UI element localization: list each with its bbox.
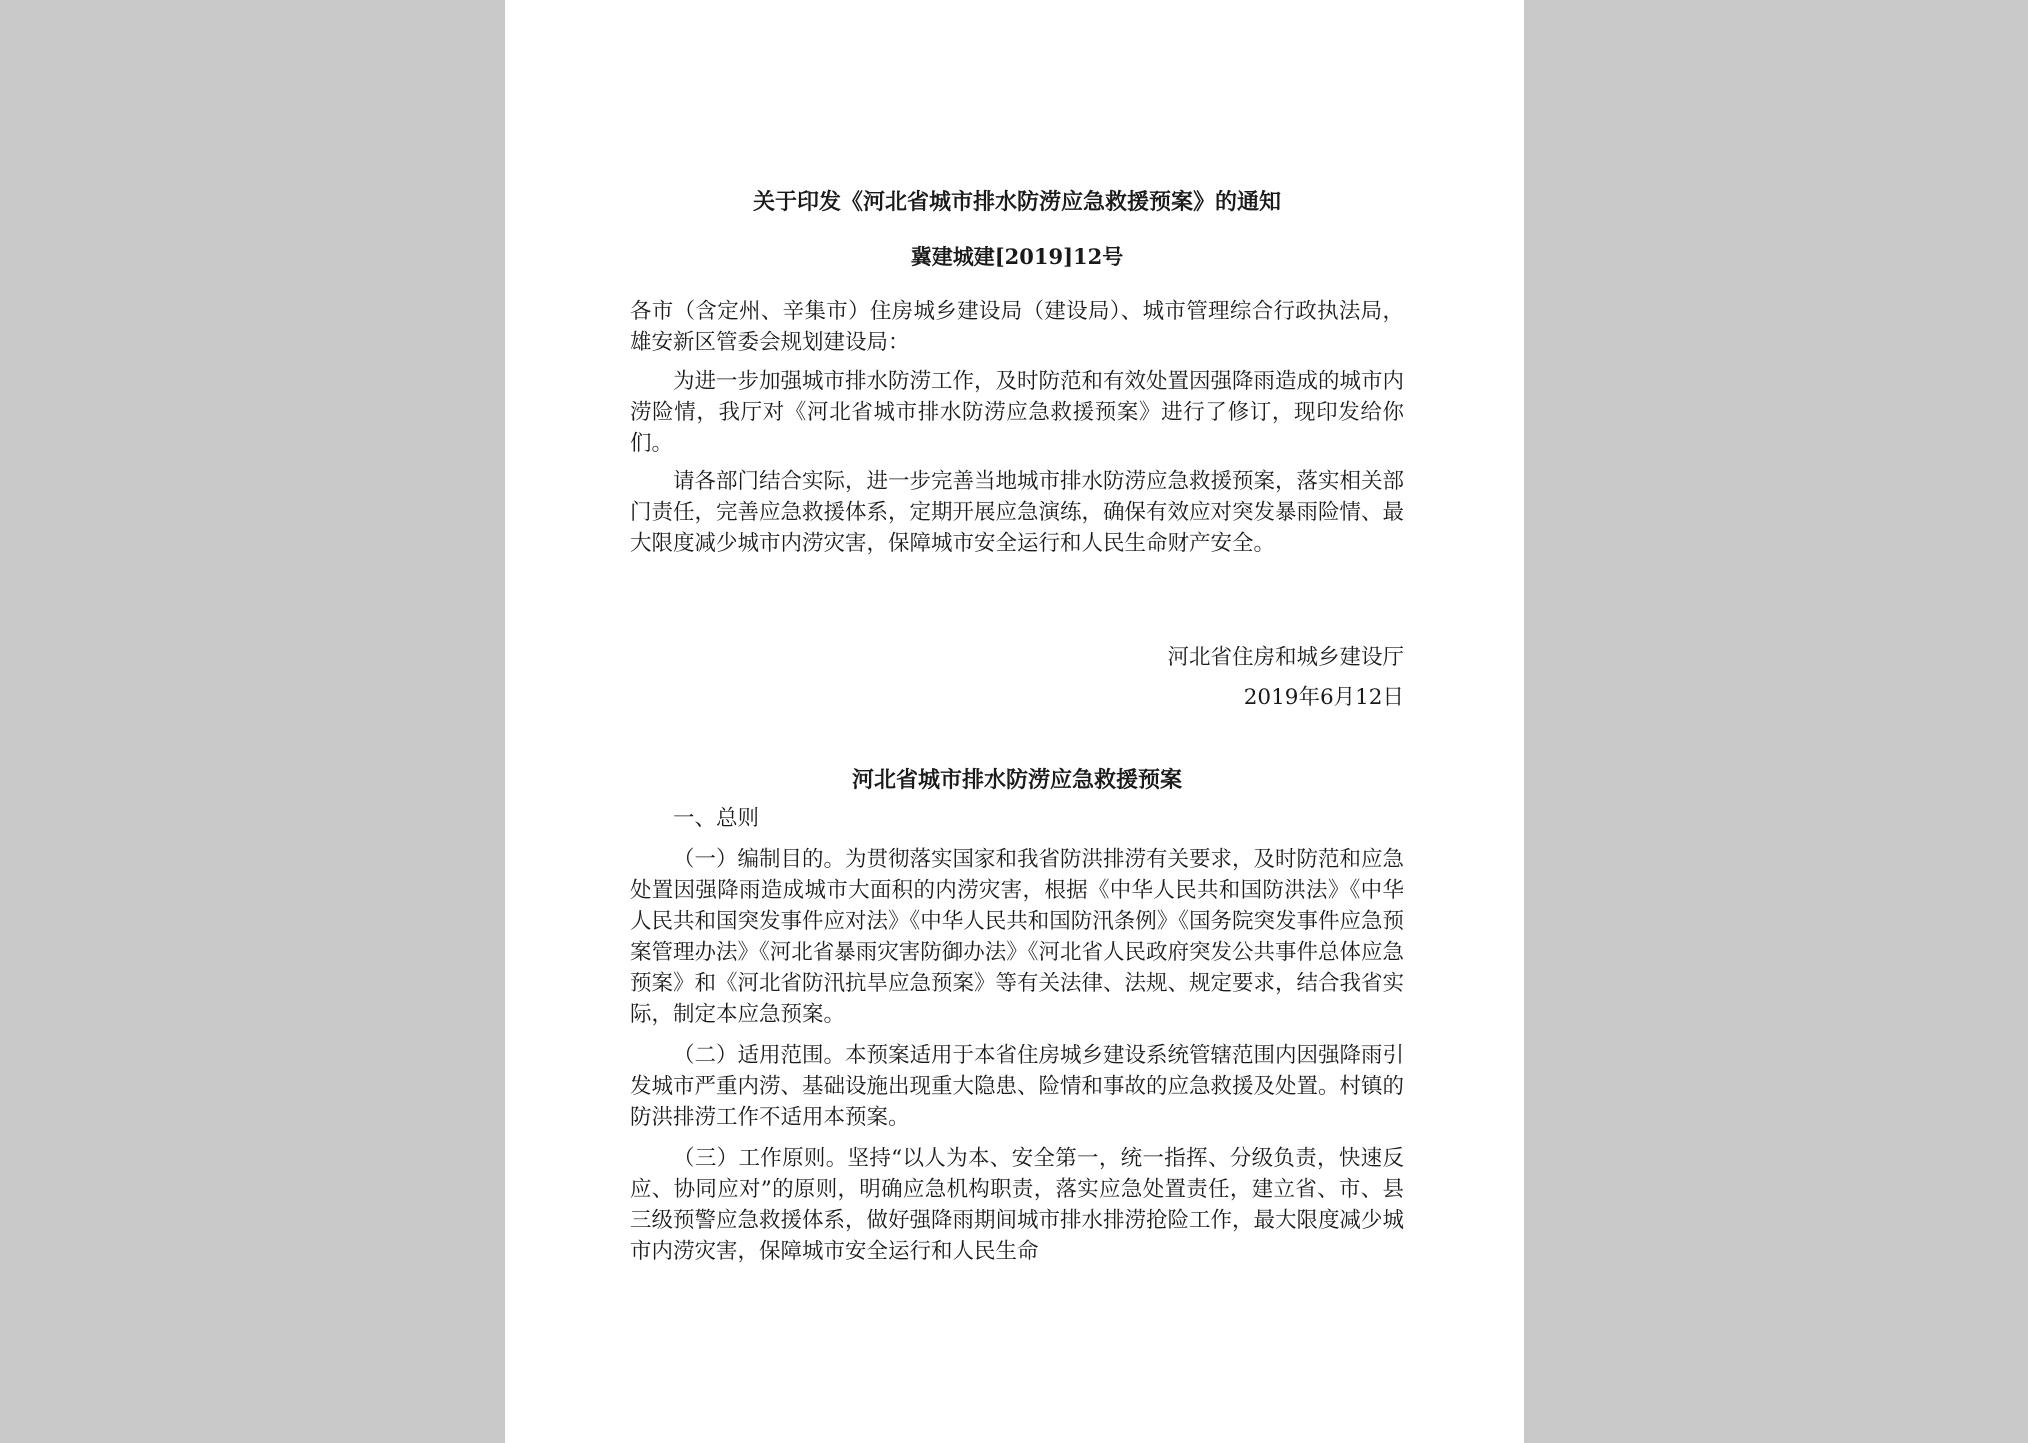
plan-title: 河北省城市排水防涝应急救援预案: [851, 767, 1182, 793]
document-number: 冀建城建[2019]12号: [910, 244, 1124, 269]
addressee: [630, 296, 1404, 368]
plan-paragraph-2: （二）适用范围。本预案适用于本省住房城乡建设系统管辖范围内因强降雨引发城市严重内涝、基础设施出现重大隐患、险情和事故的应急救援及处置。村镇的防洪排涝工作不适用本预案。: [630, 1043, 1405, 1130]
plan-body: [630, 803, 1404, 1277]
notice-title: 关于印发《河北省城市排水防涝应急救援预案》的通知: [752, 189, 1281, 215]
addressee-text: 各市（含定州、辛集市）住房城乡建设局（建设局）、城市管理综合行政执法局，雄安新区管委会规划建设局：: [630, 299, 1404, 355]
notice-paragraph-2: [630, 466, 1404, 569]
signature-organization: 河北省住房和城乡建设厅: [1167, 645, 1404, 670]
section-heading: 一、总则: [673, 806, 760, 831]
signature-date: 2019年6月12日: [1243, 685, 1404, 710]
notice-paragraph-1: [630, 366, 1404, 469]
notice-paragraph-text: 请各部门结合实际，进一步完善当地城市排水防涝应急救援预案，落实相关部门责任，完善应急救援体系，定期开展应急演练，确保有效应对突发暴雨险情、最大限度减少城市内涝灾害，保障城市安全运行和人民生命财产安全。: [630, 469, 1405, 556]
plan-paragraph-3: （三）工作原则。坚持“以人为本、安全第一，统一指挥、分级负责，快速反应、协同应对”的原则，明确应急机构职责，落实应急处置责任，建立省、市、县三级预警应急救援体系，做好强降雨期间城市排水排涝抢险工作，最大限度减少城市内涝灾害，保障城市安全运行和人民生命: [630, 1146, 1405, 1264]
notice-paragraph-text: 为进一步加强城市排水防涝工作，及时防范和有效处置因强降雨造成的城市内涝险情，我厅对《河北省城市排水防涝应急救援预案》进行了修订，现印发给你们。: [630, 369, 1405, 456]
document-page: [505, 0, 1524, 1443]
plan-paragraph-1: （一）编制目的。为贯彻落实国家和我省防洪排涝有关要求，及时防范和应急处置因强降雨造成城市大面积的内涝灾害，根据《中华人民共和国防洪法》《中华人民共和国突发事件应对法》《中华人民共和国防汛条例》《国务院突发事件应急预案管理办法》《河北省暴雨灾害防御办法》《河北省人民政府突发公共事件总体应急预案》和《河北省防汛抗旱应急预案》等有关法律、法规、规定要求，结合我省实际，制定本应急预案。: [630, 847, 1405, 1027]
